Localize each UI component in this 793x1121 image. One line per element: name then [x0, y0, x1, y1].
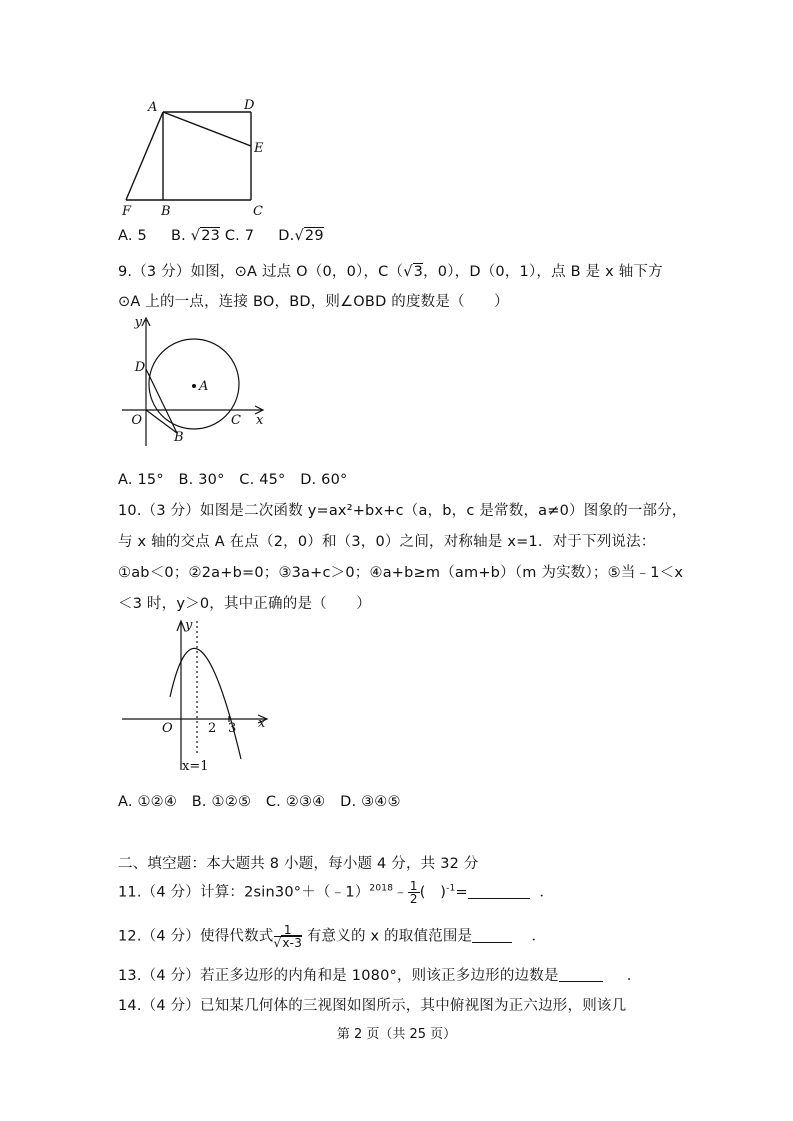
- label-x: x: [256, 413, 264, 428]
- label-B: B: [174, 430, 184, 445]
- label-y: y: [134, 315, 142, 330]
- label-E: E: [254, 141, 264, 156]
- q10-line2: 与 x 轴的交点 A 在点（2，0）和（3，0）之间，对称轴是 x=1．对于下列说法：: [118, 534, 656, 550]
- q10-line3: ①ab＜0；②2a+b=0；③3a+c＞0；④a+b≥m（am+b）（m 为实数）；⑤当﹣1＜x: [118, 565, 684, 581]
- label-C: C: [231, 413, 241, 428]
- q9-figure: [118, 314, 278, 454]
- label-x: x: [258, 716, 266, 731]
- page-footer: 第 2 页（共 25 页）: [336, 1027, 457, 1042]
- q9-options: A. 15° B. 30° C. 45° D. 60°: [118, 472, 348, 488]
- q10-options: A. ①②④ B. ①②⑤ C. ②③④ D. ③④⑤: [118, 794, 401, 810]
- q11-answer-blank[interactable]: [468, 884, 530, 899]
- label-2: 2: [208, 721, 217, 736]
- label-D: D: [244, 98, 255, 113]
- label-D: D: [134, 360, 146, 375]
- q8-figure: [110, 95, 280, 220]
- q10-line4: ＜3 时，y＞0，其中正确的是（ ）: [118, 596, 371, 612]
- q12: 12.（4 分）使得代数式 $\frac{1}{√x-3}$ 有意义的 x 的取值范围是 ．: [118, 923, 547, 950]
- label-F: F: [122, 204, 132, 219]
- label-3: 3: [228, 721, 237, 736]
- q9-line1: 9.（3 分）如图，⊙A 过点 O（0，0），C（√3，0），D（0，1），点 B 是 x 轴下方: [118, 264, 663, 280]
- q13-answer-blank[interactable]: [559, 967, 603, 982]
- label-y: y: [185, 618, 193, 633]
- q8-options: A. 5 B. √23 C. 7 D.√29: [118, 228, 324, 244]
- q12-answer-blank[interactable]: [472, 928, 512, 943]
- q9-line2: ⊙A 上的一点，连接 BO，BD，则∠OBD 的度数是（ ）: [118, 294, 509, 310]
- label-A: A: [148, 100, 158, 115]
- label-C: C: [253, 204, 263, 219]
- q11: 11.（4 分）计算：2sin30°＋（﹣1）$^{2018}$﹣ $\frac{1}{2}$ ( )$^{-1}$= ．: [118, 879, 555, 906]
- label-A: A: [199, 379, 209, 394]
- section-heading: 二、填空题：本大题共 8 小题，每小题 4 分，共 32 分: [118, 856, 479, 872]
- label-B: B: [161, 204, 171, 219]
- label-axis: x=1: [182, 759, 209, 774]
- label-O: O: [162, 721, 173, 736]
- label-O: O: [131, 413, 142, 428]
- q14: 14.（4 分）已知某几何体的三视图如图所示，其中俯视图为正六边形，则该几: [118, 998, 627, 1014]
- q10-figure: [118, 615, 278, 775]
- q13: 13.（4 分）若正多边形的内角和是 1080°，则该正多边形的边数是 ．: [118, 968, 642, 984]
- q10-line1: 10.（3 分）如图是二次函数 y=ax²+bx+c（a，b，c 是常数，a≠0）图象的一部分，: [118, 503, 687, 519]
